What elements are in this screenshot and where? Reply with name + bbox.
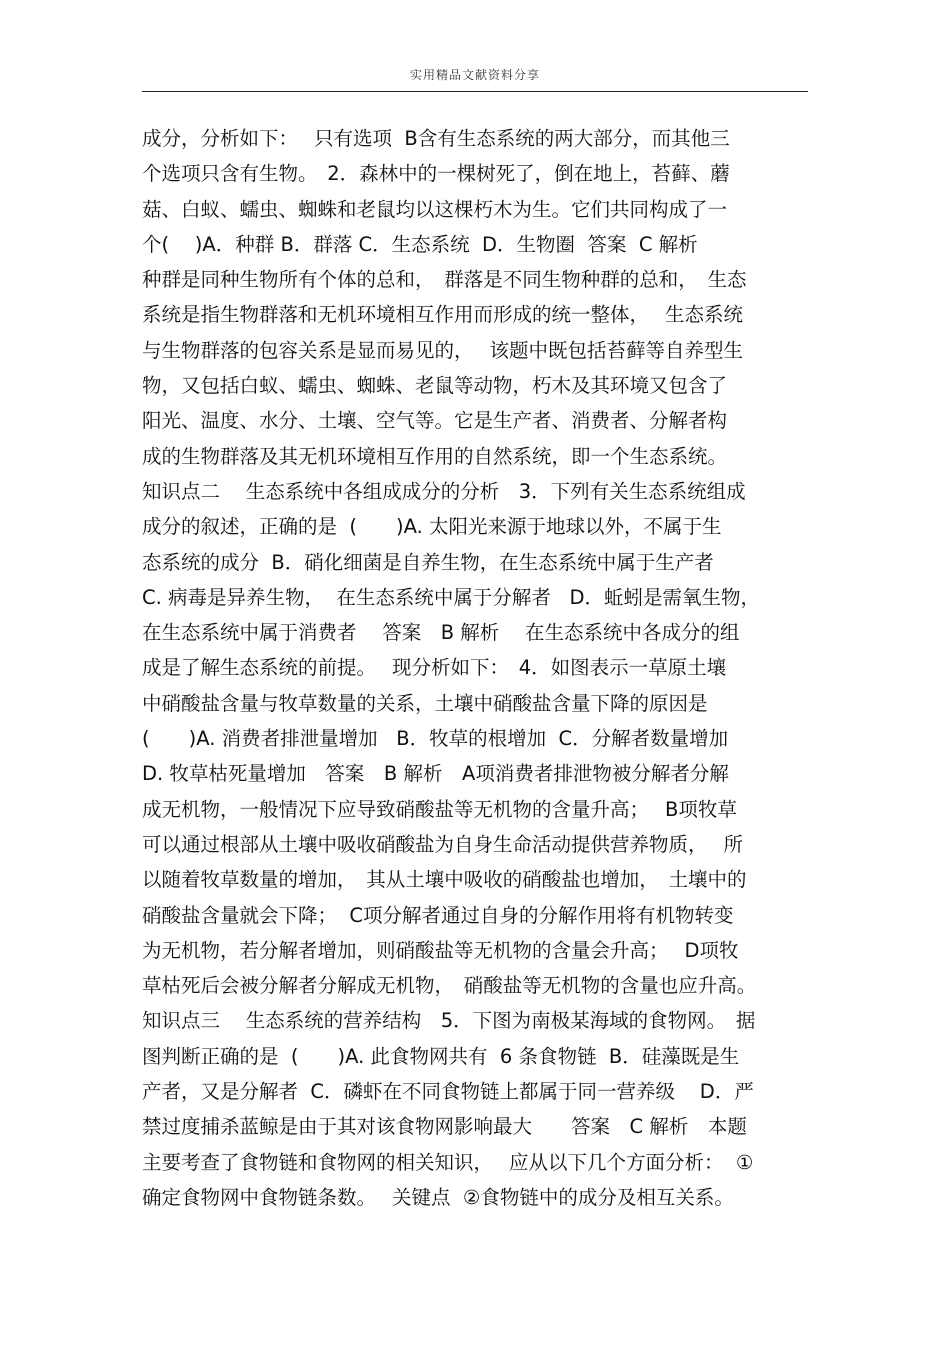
text-line: 为无机物，若分解者增加，则硝酸盐等无机物的含量会升高； D项牧: [142, 938, 739, 962]
text-line: 成无机物，一般情况下应导致硝酸盐等无机物的含量升高； B项牧草: [142, 797, 737, 821]
text-line: 成是了解生态系统的前提。 现分析如下： 4．如图表示一草原土壤: [142, 656, 727, 680]
text-line: ( )A. 消费者排泄量增加 B．牧草的根增加 C．分解者数量增加: [142, 727, 729, 751]
text-line: 成的生物群落及其无机环境相互作用的自然系统，即一个生态系统。: [142, 444, 728, 468]
text-line: D. 牧草枯死量增加 答案 B 解析 A项消费者排泄物被分解者分解: [142, 762, 729, 786]
text-line: 知识点二 生态系统中各组成成分的分析 3．下列有关生态系统组成: [142, 479, 746, 503]
text-line: 图判断正确的是 ( )A. 此食物网共有 6 条食物链 B．硅藻既是生: [142, 1044, 740, 1068]
text-line: 种群是同种生物所有个体的总和， 群落是不同生物种群的总和， 生态: [142, 268, 747, 292]
text-line: 可以通过根部从土壤中吸收硝酸盐为自身生命活动提供营养物质， 所: [142, 832, 743, 856]
text-line: 产者，又是分解者 C．磷虾在不同食物链上都属于同一营养级 D．严: [142, 1080, 754, 1104]
text-line: 以随着牧草数量的增加， 其从土壤中吸收的硝酸盐也增加， 土壤中的: [142, 868, 747, 892]
text-line: 禁过度捕杀蓝鲸是由于其对该食物网影响最大 答案 C 解析 本题: [142, 1115, 747, 1139]
text-line: C. 病毒是异养生物， 在生态系统中属于分解者 D．蚯蚓是需氧生物，: [142, 585, 761, 609]
text-line: 成分，分析如下： 只有选项 B含有生态系统的两大部分，而其他三: [142, 127, 730, 150]
text-line: 硝酸盐含量就会下降； C项分解者通过自身的分解作用将有机物转变: [142, 903, 734, 927]
text-line: 成分的叙述，正确的是 ( )A. 太阳光来源于地球以外，不属于生: [142, 515, 722, 539]
text-line: 菇、白蚁、蠕虫、蜘蛛和老鼠均以这棵朽木为生。它们共同构成了一: [142, 197, 728, 221]
text-line: 主要考查了食物链和食物网的相关知识， 应从以下几个方面分析： ①: [142, 1150, 754, 1174]
text-line: 个选项只含有生物。 2．森林中的一棵树死了，倒在地上，苔藓、蘑: [142, 162, 730, 186]
text-line: 态系统的成分 B．硝化细菌是自养生物，在生态系统中属于生产者: [142, 550, 714, 574]
text-line: 个( )A．种群 B．群落 C．生态系统 D．生物圈 答案 C 解析: [142, 232, 698, 256]
text-line: 物，又包括白蚁、蠕虫、蜘蛛、老鼠等动物，朽木及其环境又包含了: [142, 374, 728, 398]
text-line: 中硝酸盐含量与牧草数量的关系，土壤中硝酸盐含量下降的原因是: [142, 691, 708, 715]
text-line: 草枯死后会被分解者分解成无机物， 硝酸盐等无机物的含量也应升高。: [142, 974, 757, 998]
text-line: 与生物群落的包容关系是显而易见的， 该题中既包括苔藓等自养型生: [142, 338, 743, 362]
text-line: 在生态系统中属于消费者 答案 B 解析 在生态系统中各成分的组: [142, 621, 740, 645]
text-line: 知识点三 生态系统的营养结构 5．下图为南极某海域的食物网。 据: [142, 1009, 756, 1033]
page-header: 实用精品文献资料分享: [409, 68, 540, 82]
text-line: 系统是指生物群落和无机环境相互作用而形成的统一整体， 生态系统: [142, 303, 743, 327]
text-line: 确定食物网中食物链条数。 关键点 ②食物链中的成分及相互关系。: [142, 1185, 734, 1209]
header-divider: [142, 91, 808, 92]
document-body: [142, 121, 822, 1215]
text-line: 阳光、温度、水分、土壤、空气等。它是生产者、消费者、分解者构: [142, 409, 728, 433]
